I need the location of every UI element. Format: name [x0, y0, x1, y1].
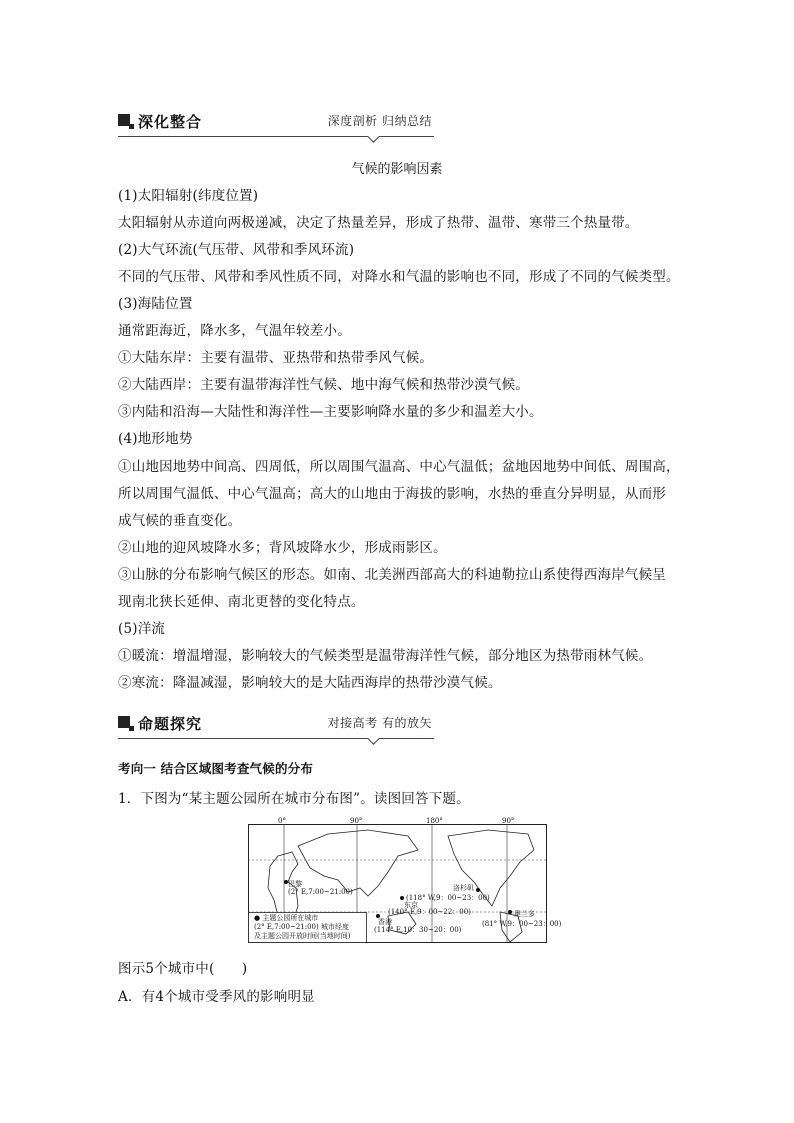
section-header-explore	[118, 714, 434, 739]
section-square-inner	[129, 124, 134, 129]
city-name: 东京	[404, 901, 418, 909]
city-info: (81° W,9：00~23：00)	[482, 920, 562, 928]
paragraph-line: 成气候的垂直变化。	[118, 513, 242, 529]
paragraph-line: 现南北狭长延伸、南北更替的变化特点。	[118, 594, 365, 610]
section-title: 命题探究	[138, 715, 203, 733]
paragraph-line: (3)海陆位置	[118, 296, 193, 312]
paragraph-line: ③山脉的分布影响气候区的形态。如南、北美洲西部高大的科迪勒拉山系使得西海岸气候呈	[118, 567, 666, 583]
city-name: 巴黎	[288, 880, 302, 888]
world-map-svg	[248, 816, 562, 946]
paragraph-line: ①暖流：增温增湿，影响较大的气候类型是温带海洋性气候，部分地区为热带雨林气候。	[118, 648, 653, 664]
paragraph-line: ①山地因地势中间高、四周低，所以周围气温高、中心气温低；盆地因地势中间低、周围高，	[118, 459, 680, 475]
section-square-inner	[129, 726, 134, 731]
legend-item: (2° E,7:00~21:00) 城市经度	[254, 923, 349, 931]
city-marker-la	[476, 888, 480, 892]
city-name: 洛杉矶	[453, 884, 474, 892]
city-marker-tokyo	[400, 896, 404, 900]
lon-label: 180°	[426, 817, 443, 825]
paragraph-line: 所以周围气温低、中心气温高；高大的山地由于海拔的影响，水热的垂直分异明显，从而形	[118, 486, 666, 502]
paragraph-line: (1)太阳辐射(纬度位置)	[118, 188, 259, 204]
city-info: (114° E,10：30~20：00)	[374, 926, 462, 934]
paragraph-line: ②山地的迎风坡降水多；背风坡降水少，形成雨影区。	[118, 540, 447, 556]
city-name: 香港	[378, 918, 392, 926]
city-info: (2° E,7:00~21:00)	[288, 888, 353, 896]
section-divider-notch	[367, 130, 380, 143]
question-text: 1．下图为“某主题公园所在城市分布图”。读图回答下题。	[118, 791, 470, 807]
city-info: (140° E,9：00~22：00)	[388, 908, 471, 916]
legend-item: ● 主题公园所在城市	[254, 914, 319, 922]
city-name: 奥兰多	[514, 910, 535, 918]
paragraph-line: ①大陆东岸：主要有温带、亚热带和热带季风气候。	[118, 350, 434, 366]
paragraph-line: 太阳辐射从赤道向两极递减，决定了热量差异，形成了热带、温带、寒带三个热量带。	[118, 215, 639, 231]
section-title: 深化整合	[138, 113, 203, 131]
paragraph-line: ②寒流：降温减湿，影响较大的是大陆西海岸的热带沙漠气候。	[118, 675, 502, 691]
city-marker-orlando	[508, 910, 512, 914]
paragraph-line: ②大陆西岸：主要有温带海洋性气候、地中海气候和热带沙漠气候。	[118, 377, 529, 393]
paragraph-line: (4)地形地势	[118, 431, 193, 447]
lon-label: 90°	[350, 817, 363, 825]
section-divider-notch	[367, 732, 380, 745]
paragraph-line: (2)大气环流(气压带、风带和季风环流)	[118, 242, 355, 258]
lon-label: 0°	[278, 817, 286, 825]
paragraph-line: 通常距海近，降水多，气温年较差小。	[118, 323, 351, 339]
paragraph-line: 不同的气压带、风带和季风性质不同，对降水和气温的影响也不同，形成了不同的气候类型。	[118, 269, 680, 285]
option-a: A．有4个城市受季风的影响明显	[118, 989, 315, 1005]
city-distribution-map	[248, 816, 562, 946]
section-header-deepen	[118, 112, 434, 137]
paragraph-line: ③内陆和沿海—大陆性和海洋性—主要影响降水量的多少和温差大小。	[118, 404, 543, 420]
paragraph-line: (5)洋流	[118, 621, 166, 637]
section-subtitle: 对接高考 有的放矢	[327, 716, 432, 730]
topic-heading: 考向一 结合区域图考查气候的分布	[118, 761, 314, 776]
page-heading: 气候的影响因素	[351, 162, 443, 177]
lon-label: 90°	[502, 817, 515, 825]
city-info: (118° W,9：00~23：00)	[406, 894, 490, 902]
section-subtitle: 深度剖析 归纳总结	[327, 114, 432, 128]
legend-item: 及主题公园开放时间(当地时间)	[254, 932, 351, 940]
question-stem: 图示5个城市中( )	[118, 961, 248, 977]
